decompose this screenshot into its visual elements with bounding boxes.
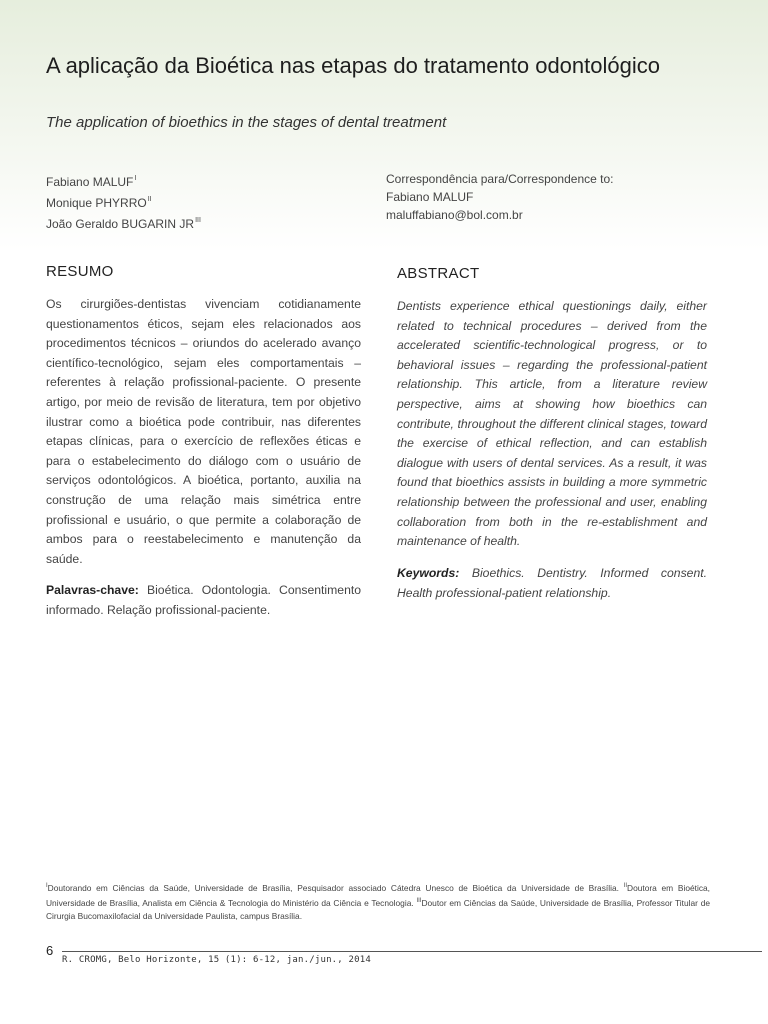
author-affiliation-mark: I (134, 175, 137, 182)
abstract-keywords (397, 564, 707, 603)
article-title: A aplicação da Bioética nas etapas do tratamento odontológico (46, 53, 660, 78)
correspondence-block (386, 170, 726, 224)
keywords-label: Keywords: (397, 566, 460, 580)
correspondence-name: Fabiano MALUF (386, 190, 474, 204)
resumo-keywords (46, 581, 361, 620)
article-subtitle: The application of bioethics in the stages of dental treatment (46, 114, 447, 131)
keywords-value: Bioethics. Dentistry. Informed consent. Health professional-patient relationship. (397, 566, 707, 600)
keywords-value: Bioética. Odontologia. Consentimento informado. Relação profissional-paciente. (46, 583, 362, 617)
footnote-mark: III (416, 898, 422, 905)
correspondence-email[interactable]: maluffabiano@bol.com.br (386, 208, 523, 222)
author-item (46, 170, 366, 191)
author-affiliation-mark: III (195, 217, 201, 224)
footnote-text: Doutora em Bioética, Universidade de Brasília, Analista em Ciência & Tecnologia do Ministério da Ciência e Tecnologia. (46, 883, 710, 909)
resumo-text: Os cirurgiões-dentistas vivenciam cotidianamente questionamentos éticos, sejam eles relacionados aos procedimentos técnicos – oriundos do acelerado avanço científico-tecnológico, sejam eles comportamentais – referentes à relação profissional-paciente. O presente artigo, por meio de revisão de literatura, tem por objetivo ilustrar como a bioética pode contribuir, nas diferentes etapas clínicas, para o exercício de reflexões éticas e para o estabelecimento do diálogo com o usuário de serviços odontológicos. A bioética, portanto, auxilia na construção de uma relação mais simétrica entre profissional e usuário, o que permite a colaboração de ambos para o reestabelecimento e manutenção da saúde. (46, 297, 361, 566)
footnote-text: Doutor em Ciências da Saúde, Universidade de Brasília, Professor Titular de Cirurgia Bucomaxilofacial da Universidade Paulista, campus Brasília. (46, 898, 711, 922)
correspondence-label: Correspondência para/Correspondence to: (386, 172, 614, 186)
footnote-text: Doutorando em Ciências da Saúde, Universidade de Brasília, Pesquisador associado Cátedra Unesco de Bioética da Universidade de Brasília. (47, 883, 619, 893)
abstract-text: Dentists experience ethical questionings daily, either related to technical procedures – derived from the accelerated scientific-technological progress, or to behavioral issues – regarding the professional-patient relationship. This article, from a literature review perspective, aims at showing how bioethics can contribute, throughout the different clinical stages, toward the exercise of ethical reflection, and can establish dialogue with users of dental services. As a result, it was found that bioethics assists in building a more symmetric relationship between the professional and user, enabling collaboration from both in the re-establishment and maintenance of health. (397, 299, 707, 549)
resumo-heading: RESUMO (46, 263, 114, 280)
author-item (46, 212, 366, 233)
author-name: Fabiano MALUF (46, 175, 134, 189)
footer-divider (62, 951, 762, 952)
author-affiliation-mark: II (147, 196, 152, 203)
affiliation-footnotes (46, 880, 710, 924)
author-name: Monique PHYRRO (46, 196, 147, 210)
abstract-heading: ABSTRACT (397, 265, 480, 282)
journal-citation: R. CROMG, Belo Horizonte, 15 (1): 6-12, jan./jun., 2014 (62, 955, 372, 965)
page-number: 6 (46, 943, 54, 958)
keywords-label: Palavras-chave: (46, 583, 139, 597)
footnote-mark: II (623, 883, 628, 889)
author-list (46, 170, 366, 233)
author-name: João Geraldo BUGARIN JR (46, 217, 195, 231)
author-item (46, 191, 366, 212)
footnote-mark: I (46, 883, 48, 889)
